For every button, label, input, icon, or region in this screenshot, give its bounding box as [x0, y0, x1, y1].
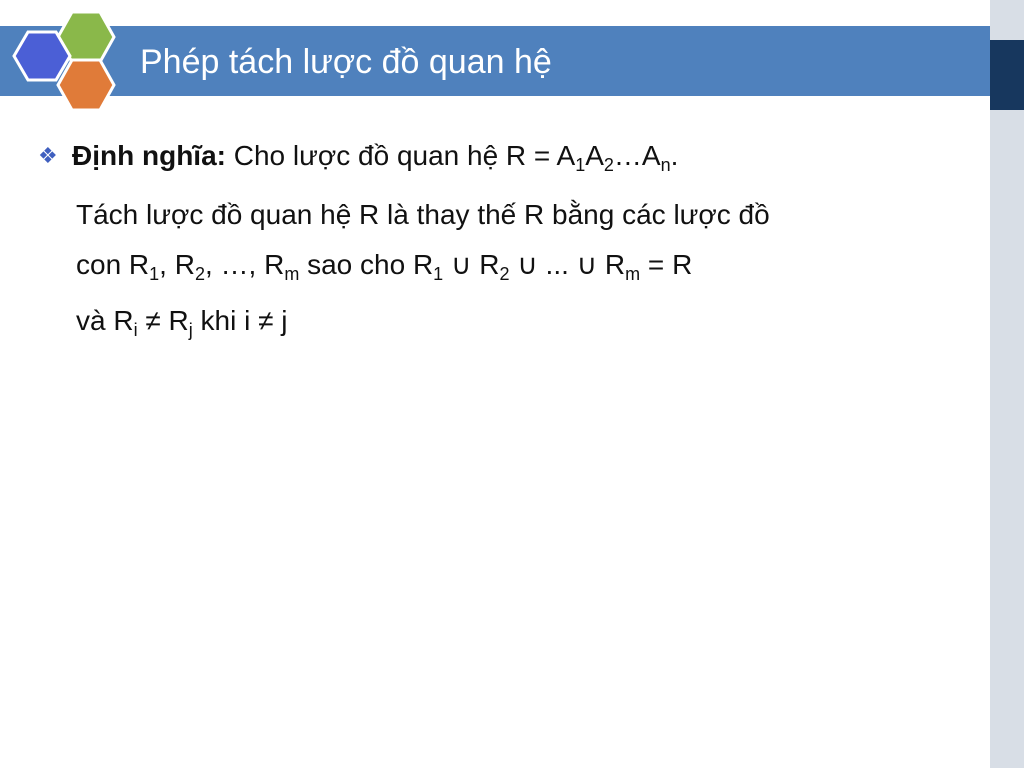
- blue-hexagon-icon: [14, 32, 70, 80]
- decomposition-line-1: Tách lược đồ quan hệ R là thay thế R bằng các lược đồ: [76, 199, 770, 230]
- decomposition-line-2: con $R_1$, $R_2$, …, $R_m$ sao cho $R_1$ ∪ $R_2$ ∪ ... ∪ $R_m = R$: [76, 249, 693, 284]
- orange-hexagon-icon: [58, 60, 114, 110]
- diamond-bullet-icon: ❖: [38, 143, 58, 168]
- slide-title: Phép tách lược đồ quan hệ: [140, 43, 552, 81]
- title-bar-accent: [990, 40, 1024, 110]
- side-strip: [990, 0, 1024, 768]
- definition-line: [38, 136, 978, 176]
- slide-content: [38, 136, 978, 346]
- hexagon-cluster-icon: [12, 10, 122, 110]
- definition-text: Cho lược đồ quan hệ $R = A_1A_2\dots A_n$.: [233, 140, 679, 175]
- condition-line: và $R_i \ne R_j$ khi i ≠ j: [76, 305, 288, 340]
- definition-label: Định nghĩa:: [72, 140, 226, 171]
